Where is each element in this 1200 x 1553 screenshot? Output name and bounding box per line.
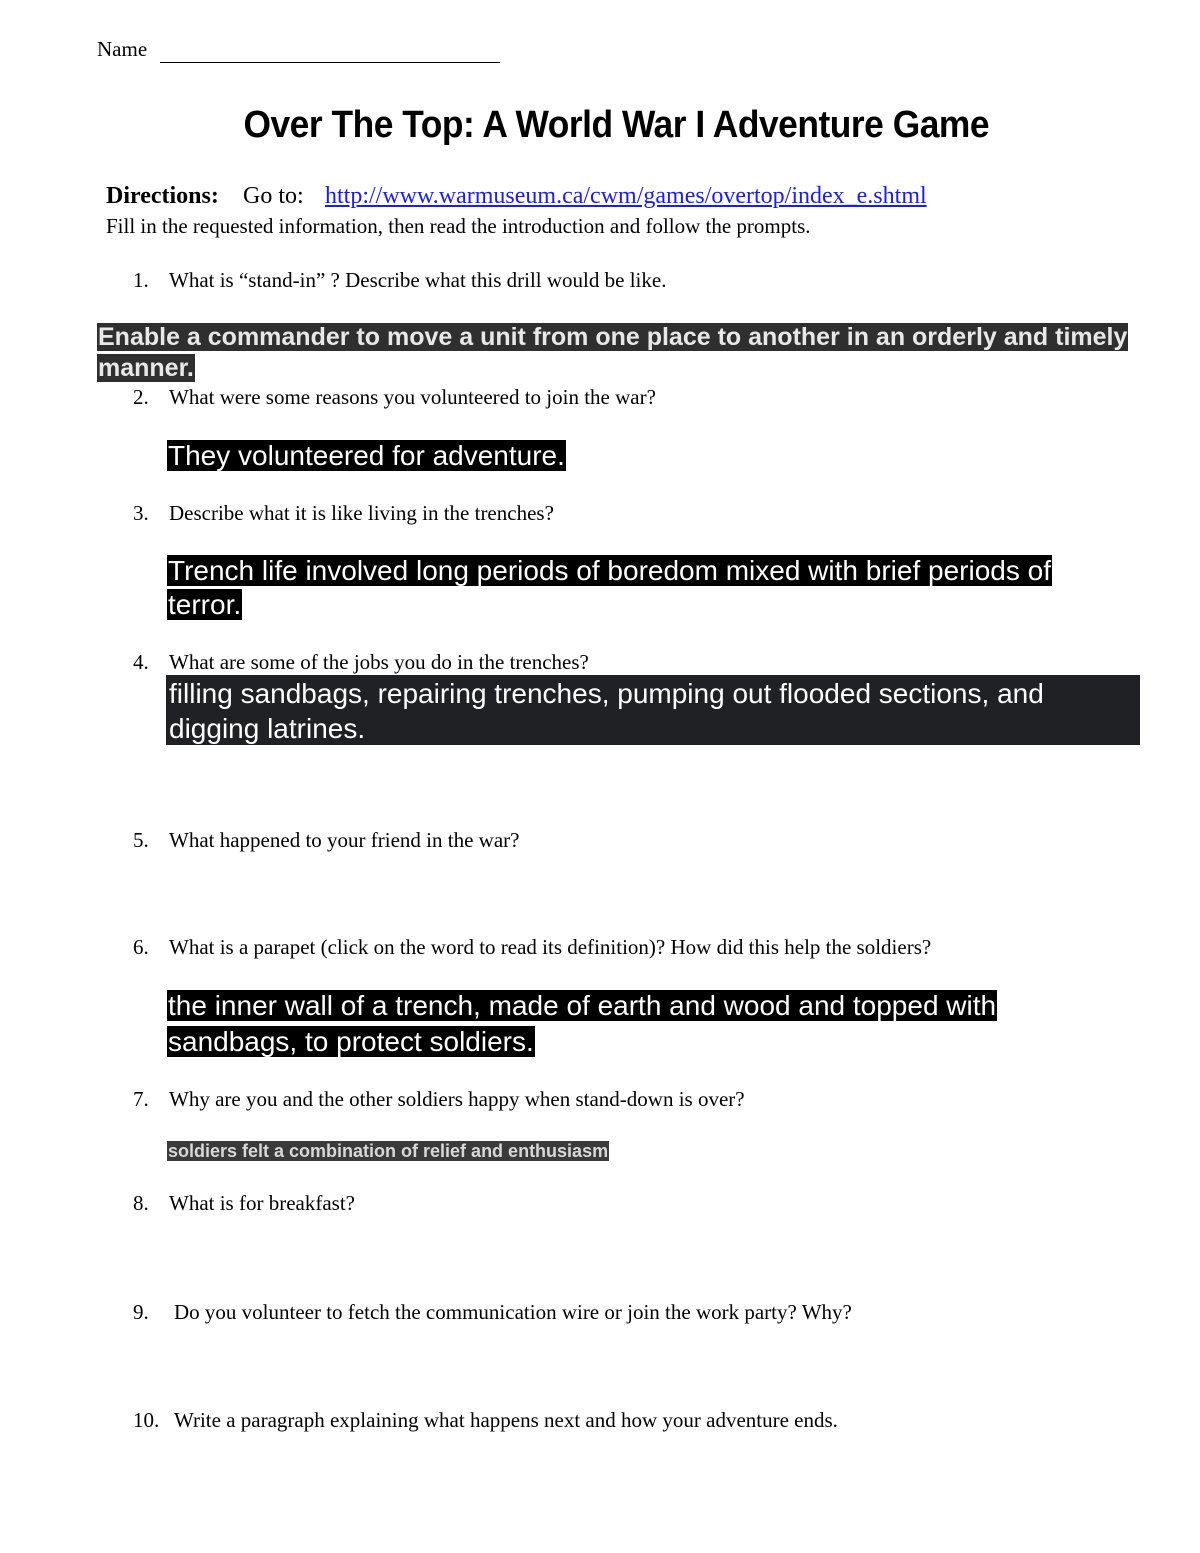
answer-q3-text: Trench life involved long periods of boredom mixed with brief periods of terror.	[168, 555, 1051, 620]
question-number: 9.	[133, 1300, 149, 1324]
answer-q2	[167, 439, 566, 473]
question-text: Describe what it is like living in the trenches?	[169, 501, 554, 525]
answer-q7	[167, 1139, 609, 1163]
question-text: What is for breakfast?	[169, 1191, 355, 1215]
question-number: 1.	[133, 268, 149, 292]
question-text: What is “stand-in” ? Describe what this drill would be like.	[169, 268, 667, 292]
question-number: 2.	[133, 385, 149, 409]
directions-note: Fill in the requested information, then read the introduction and follow the prompts.	[106, 214, 811, 238]
answer-q1-text: Enable a commander to move a unit from one place to another in an orderly and timely manner.	[98, 323, 1128, 382]
question-number: 4.	[133, 650, 149, 674]
question-text: What were some reasons you volunteered to join the war?	[169, 385, 656, 409]
question-text: What happened to your friend in the war?	[169, 828, 520, 852]
game-link[interactable]: http://www.warmuseum.ca/cwm/games/overtop/index_e.shtml	[325, 183, 927, 209]
question-number: 5.	[133, 828, 149, 852]
answer-q4	[168, 676, 1128, 746]
answer-q6-text: the inner wall of a trench, made of earth and wood and topped with sandbags, to protect soldiers.	[168, 990, 997, 1057]
answer-q7-text: soldiers felt a combination of relief and enthusiasm	[168, 1141, 609, 1161]
directions-label	[106, 183, 219, 210]
answer-q3	[167, 554, 1127, 622]
name-label: Name	[97, 37, 148, 61]
question-number: 8.	[133, 1191, 149, 1215]
question-text: What is a parapet (click on the word to read its definition)? How did this help the soldiers?	[169, 935, 932, 959]
name-input-line[interactable]	[160, 62, 500, 63]
question-text: Write a paragraph explaining what happens next and how your adventure ends.	[174, 1408, 838, 1432]
page-title: Over The Top: A World War I Adventure Game	[243, 104, 990, 146]
question-number: 10.	[133, 1408, 160, 1432]
question-text: Do you volunteer to fetch the communication wire or join the work party? Why?	[174, 1300, 852, 1324]
directions-label-colon: :	[210, 183, 219, 209]
question-text: Why are you and the other soldiers happy when stand-down is over?	[169, 1087, 745, 1111]
question-text: What are some of the jobs you do in the trenches?	[169, 650, 589, 674]
directions-label-text: Directions	[106, 183, 211, 209]
directions-go-to: Go to:	[243, 183, 304, 209]
answer-q6	[167, 988, 1067, 1060]
question-number: 6.	[133, 935, 149, 959]
answer-q1	[97, 322, 1137, 384]
answer-q2-text: They volunteered for adventure.	[168, 440, 565, 471]
answer-q4-text: filling sandbags, repairing trenches, pumping out flooded sections, and digging latrines.	[169, 678, 1044, 744]
question-number: 3.	[133, 501, 149, 525]
question-number: 7.	[133, 1087, 149, 1111]
